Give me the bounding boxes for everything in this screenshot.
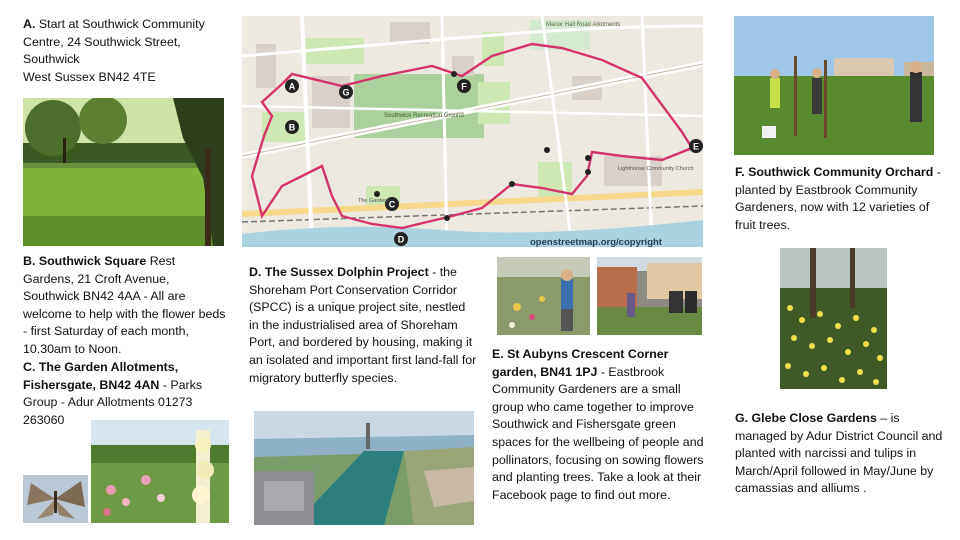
- marker-d[interactable]: [394, 232, 408, 246]
- marker-b[interactable]: [285, 120, 299, 134]
- stop-d-title: D. The Sussex Dolphin Project: [249, 265, 429, 279]
- stop-c-title: C. The Garden Allotments, Fishersgate, BN42 4AN: [23, 360, 179, 392]
- svg-text:D: D: [397, 234, 405, 245]
- stop-b-body: Rest Gardens, 21 Croft Avenue, Southwick BN42 4AA - All are welcome to help with the flower beds - first Saturday of each month, 10.30am to Noon.: [23, 254, 226, 356]
- map-label-recreation: Southwick Recreation Ground: [384, 113, 464, 119]
- allotment-flowers-photo: [91, 420, 229, 523]
- route-map[interactable]: [242, 16, 703, 247]
- svg-text:G: G: [342, 87, 350, 98]
- stop-e-title: E. St Aubyns Crescent Corner garden, BN41 1PJ: [492, 347, 669, 379]
- shoreham-port-photo: [254, 411, 474, 525]
- corner-garden-photo-1: [497, 257, 590, 335]
- map-label-church: Lighthouse Community Church: [618, 166, 694, 172]
- map-label-allotments: Manor Hall Road Allotments: [546, 22, 621, 28]
- stop-f-title: F. Southwick Community Orchard: [735, 165, 934, 179]
- stop-c-body: - Parks Group - Adur Allotments 01273 263060: [23, 377, 203, 427]
- marker-e[interactable]: [689, 139, 703, 153]
- stop-g-title: G. Glebe Close Gardens: [735, 411, 877, 425]
- map-label-gardens: The Gardens: [358, 198, 391, 204]
- butterfly-photo: [23, 475, 88, 523]
- stop-g-body: – is managed by Adur District Council and planted with narcissi and tulips in March/April followed in May/June by camassias and alliums .: [735, 411, 943, 496]
- southwick-square-photo: [23, 98, 224, 246]
- stop-a-line-1: Start at Southwick Community: [38, 17, 205, 31]
- stop-e-body: - Eastbrook Community Gardeners are a small group who came together to improve Southwick and Fishersgate green spaces for the wellbeing of people and pollinators, focusing on sowing flowers and planting trees. Take a look at their Facebook page to find out more.: [492, 364, 704, 502]
- svg-text:B: B: [288, 122, 296, 133]
- stop-a-text: [23, 16, 228, 86]
- map-credit[interactable]: openstreetmap.org/copyright: [530, 237, 662, 247]
- stop-f-text: [735, 164, 945, 234]
- stop-f-body: - planted by Eastbrook Community Gardeners, now with 12 varieties of fruit trees.: [735, 165, 941, 232]
- stop-g-text: [735, 410, 945, 498]
- glebe-close-daffodils-photo: [780, 248, 887, 389]
- marker-g[interactable]: [339, 85, 353, 99]
- marker-f[interactable]: [457, 79, 471, 93]
- stop-d-body: - the Shoreham Port Conservation Corridor (SPCC) is a unique project site, nestled in the industrialised area of Shoreham Port, and bordered by housing, making it an isolated and important first land-fall for migratory butterfly species.: [249, 265, 477, 385]
- svg-text:F: F: [461, 81, 467, 92]
- stop-c-text: [23, 359, 228, 429]
- orchard-photo: [734, 16, 934, 155]
- marker-a[interactable]: [285, 79, 299, 93]
- stop-a-line-2: Centre, 24 Southwick Street,: [23, 34, 181, 49]
- stop-a-label: A.: [23, 17, 36, 31]
- stop-d-text: [249, 264, 477, 387]
- svg-text:A: A: [288, 81, 296, 92]
- stop-b-title: B. Southwick Square: [23, 254, 147, 268]
- svg-text:E: E: [692, 141, 700, 152]
- stop-e-text: [492, 346, 706, 504]
- stop-a-line-4: West Sussex BN42 4TE: [23, 69, 156, 84]
- stop-a-line-3: Southwick: [23, 52, 80, 67]
- stop-b-text: [23, 253, 228, 359]
- corner-garden-photo-2: [597, 257, 702, 335]
- svg-text:C: C: [388, 199, 396, 210]
